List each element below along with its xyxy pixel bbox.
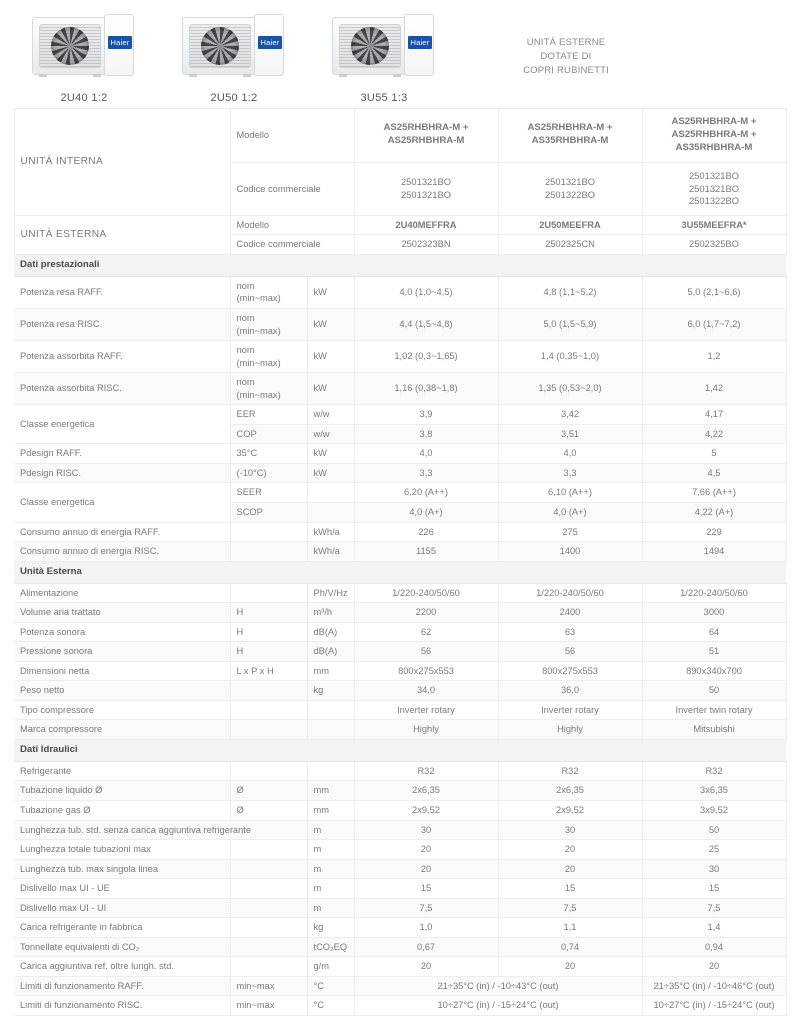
indoor-code-value: 2501321BO 2501322BO: [498, 162, 642, 215]
row-unit: kWh/a: [307, 522, 354, 542]
row-label: Peso netto: [14, 681, 230, 701]
table-row: [14, 720, 786, 740]
value-cell: 3000: [642, 603, 786, 623]
row-label: Consumo annuo di energia RAFF.: [14, 522, 230, 542]
row-label: Pressione sonora: [14, 642, 230, 662]
group-label-indoor: UNITÀ INTERNA: [14, 109, 230, 216]
value-cell: 3,9: [354, 405, 498, 425]
value-cell: 1494: [642, 542, 786, 562]
outdoor-unit-image: [32, 14, 136, 80]
value-cell: 1,02 (0,3~1,65): [354, 341, 498, 373]
product-item: [168, 14, 300, 104]
row-sub: [230, 879, 307, 899]
value-cell: 10÷27°C (in) / -15÷24°C (out): [642, 996, 786, 1016]
row-unit: kW: [307, 373, 354, 405]
value-cell: 2x9,52: [354, 801, 498, 821]
row-unit: [307, 503, 354, 523]
value-cell: Inverter rotary: [498, 700, 642, 720]
value-cell: 1400: [498, 542, 642, 562]
value-cell: 30: [498, 820, 642, 840]
row-unit: m: [307, 820, 354, 840]
value-cell: Highly: [498, 720, 642, 740]
value-cell: 1155: [354, 542, 498, 562]
table-row: [14, 276, 786, 308]
value-cell: 20: [498, 859, 642, 879]
row-sub: min~max: [230, 996, 307, 1016]
value-cell: 1/220-240/50/60: [354, 583, 498, 603]
table-row: [14, 444, 786, 464]
group-label-outdoor: UNITÀ ESTERNA: [14, 215, 230, 254]
row-unit: dB(A): [307, 642, 354, 662]
table-body: [14, 254, 786, 1015]
row-sub: [230, 681, 307, 701]
section-header: [14, 739, 786, 761]
table-row: [14, 898, 786, 918]
value-cell: 4,22: [642, 424, 786, 444]
value-cell: 1,16 (0,38~1,8): [354, 373, 498, 405]
value-cell: R32: [642, 761, 786, 781]
table-row: [14, 996, 786, 1016]
table-row: [14, 341, 786, 373]
value-cell: 2x6,35: [498, 781, 642, 801]
table-row: [14, 373, 786, 405]
row-label: Pdesign RISC.: [14, 463, 230, 483]
row-unit: kWh/a: [307, 542, 354, 562]
value-cell: 25: [642, 840, 786, 860]
value-cell: Highly: [354, 720, 498, 740]
row-unit: dB(A): [307, 622, 354, 642]
value-cell: 2x9,52: [498, 801, 642, 821]
table-row: [14, 463, 786, 483]
value-cell: 7,5: [498, 898, 642, 918]
outdoor-model-value: 2U40MEFFRA: [354, 215, 498, 235]
value-cell: 4,0: [498, 444, 642, 464]
value-cell: 4,22 (A+): [642, 503, 786, 523]
row-label: Potenza sonora: [14, 622, 230, 642]
row-sub: Ø: [230, 781, 307, 801]
value-cell: Inverter twin rotary: [642, 700, 786, 720]
table-row: [14, 405, 786, 425]
row-sub: L x P x H: [230, 661, 307, 681]
value-cell: 20: [642, 957, 786, 977]
fan-icon: [51, 27, 89, 65]
unit-feet: [339, 74, 401, 77]
row-label: Consumo annuo di energia RISC.: [14, 542, 230, 562]
fan-icon: [351, 27, 389, 65]
row-unit: mm: [307, 801, 354, 821]
outdoor-model-value: 3U55MEEFRA*: [642, 215, 786, 235]
row-sub: [230, 859, 307, 879]
row-sub: [230, 937, 307, 957]
row-unit: Ph/V/Hz: [307, 583, 354, 603]
row-unit: [307, 761, 354, 781]
row-label: Volume aria trattato: [14, 603, 230, 623]
unit-side-panel: [404, 14, 434, 76]
row-unit: m: [307, 879, 354, 899]
value-cell: 34,0: [354, 681, 498, 701]
table-row: [14, 583, 786, 603]
value-cell: 5,0 (1,5~5,9): [498, 309, 642, 341]
row-sub: [230, 761, 307, 781]
value-cell: 51: [642, 642, 786, 662]
value-cell: 20: [498, 840, 642, 860]
indoor-model-value: AS25RHBHRA-M + AS35RHBHRA-M: [498, 109, 642, 163]
row-sub: H: [230, 642, 307, 662]
section-header: [14, 561, 786, 583]
value-cell: 1,2: [642, 341, 786, 373]
value-cell: 2200: [354, 603, 498, 623]
value-cell: 4,0: [354, 444, 498, 464]
row-sub: [230, 583, 307, 603]
table-row: [14, 542, 786, 562]
product-label: 2U40 1:2: [60, 92, 108, 104]
unit-side-panel: [254, 14, 284, 76]
value-cell: 2x6,35: [354, 781, 498, 801]
row-label: Tubazione liquido Ø: [14, 781, 230, 801]
row-unit: kW: [307, 341, 354, 373]
unit-body: [32, 17, 108, 75]
table-row: [14, 820, 786, 840]
table-row: [14, 661, 786, 681]
row-unit: kW: [307, 444, 354, 464]
row-unit: kW: [307, 309, 354, 341]
unit-side-panel: [104, 14, 134, 76]
value-cell: 6,20 (A++): [354, 483, 498, 503]
value-cell: Inverter rotary: [354, 700, 498, 720]
table-row: [14, 642, 786, 662]
outdoor-code-value: 2502323BN: [354, 235, 498, 255]
row-label: Alimentazione: [14, 583, 230, 603]
row-unit: °C: [307, 996, 354, 1016]
row-unit: m³/h: [307, 603, 354, 623]
value-cell: 20: [354, 859, 498, 879]
value-cell: 15: [354, 879, 498, 899]
row-sub: [230, 957, 307, 977]
value-cell: 30: [354, 820, 498, 840]
row-unit: mm: [307, 781, 354, 801]
row-label: Limiti di funzionamento RISC.: [14, 996, 230, 1016]
unit-grille-icon: [39, 24, 101, 68]
outdoor-unit-image: [332, 14, 436, 80]
value-cell: 7,66 (A++): [642, 483, 786, 503]
section-title: Unità Esterna: [14, 561, 786, 583]
row-label: Tubazione gas Ø: [14, 801, 230, 821]
row-sub: 35°C: [230, 444, 307, 464]
value-cell: 1,42: [642, 373, 786, 405]
table-row: [14, 879, 786, 899]
row-label-model: Modello: [230, 215, 354, 235]
outdoor-model-value: 2U50MEEFRA: [498, 215, 642, 235]
product-item: [18, 14, 150, 104]
value-cell: 3,51: [498, 424, 642, 444]
table-row: [14, 215, 786, 235]
row-sub: H: [230, 603, 307, 623]
haier-logo: Haier: [108, 36, 132, 49]
value-cell: 3,3: [354, 463, 498, 483]
value-cell: 229: [642, 522, 786, 542]
value-cell: 56: [498, 642, 642, 662]
value-cell-merged: 21÷35°C (in) / -10÷43°C (out): [354, 976, 642, 996]
row-label: Lunghezza totale tubazioni max: [14, 840, 230, 860]
row-unit: m: [307, 859, 354, 879]
table-row: [14, 801, 786, 821]
haier-logo: Haier: [408, 36, 432, 49]
value-cell: 226: [354, 522, 498, 542]
value-cell: 1,35 (0,53~2,0): [498, 373, 642, 405]
row-unit: kW: [307, 463, 354, 483]
value-cell: 0,74: [498, 937, 642, 957]
value-cell: 5: [642, 444, 786, 464]
row-unit: kg: [307, 681, 354, 701]
table-row: [14, 483, 786, 503]
row-sub: nom (min~max): [230, 373, 307, 405]
outdoor-unit-image: [182, 14, 286, 80]
value-cell: 20: [498, 957, 642, 977]
table-row: [14, 622, 786, 642]
row-sub: nom (min~max): [230, 341, 307, 373]
section-header: [14, 254, 786, 276]
unit-body: [182, 17, 258, 75]
value-cell: 21÷35°C (in) / -10÷46°C (out): [642, 976, 786, 996]
value-cell: 7,5: [354, 898, 498, 918]
row-unit: w/w: [307, 424, 354, 444]
row-label: Potenza resa RAFF.: [14, 276, 230, 308]
row-unit: m: [307, 840, 354, 860]
value-cell: 0,67: [354, 937, 498, 957]
indoor-model-value: AS25RHBHRA-M + AS25RHBHRA-M + AS35RHBHRA-M: [642, 109, 786, 163]
row-label: Lunghezza tub. max singola linea: [14, 859, 230, 879]
row-label: Refrigerante: [14, 761, 230, 781]
row-label: Limiti di funzionamento RAFF.: [14, 976, 230, 996]
value-cell: 275: [498, 522, 642, 542]
row-unit: kW: [307, 276, 354, 308]
row-label: Dislivello max UI - UE: [14, 879, 230, 899]
value-cell: 4,8 (1,1~5,2): [498, 276, 642, 308]
value-cell: 4,0 (A+): [498, 503, 642, 523]
unit-feet: [39, 74, 101, 77]
row-sub: SEER: [230, 483, 307, 503]
row-sub: COP: [230, 424, 307, 444]
row-label: Carica aggiuntiva ref. oltre lungh. std.: [14, 957, 230, 977]
value-cell: 3,42: [498, 405, 642, 425]
row-label: Potenza assorbita RISC.: [14, 373, 230, 405]
table-row: [14, 859, 786, 879]
unit-grille-icon: [189, 24, 251, 68]
value-cell: 0,94: [642, 937, 786, 957]
value-cell: 3,8: [354, 424, 498, 444]
table-row: [14, 957, 786, 977]
table-row: [14, 309, 786, 341]
row-sub: nom (min~max): [230, 276, 307, 308]
value-cell: R32: [354, 761, 498, 781]
fan-icon: [201, 27, 239, 65]
row-label: Marca compressore: [14, 720, 230, 740]
value-cell: 6,0 (1,7~7,2): [642, 309, 786, 341]
row-label: Classe energetica: [14, 483, 230, 522]
row-label: Tonnellate equivalenti di CO₂: [14, 937, 230, 957]
unit-feet: [189, 74, 251, 77]
row-label: Dimensioni netta: [14, 661, 230, 681]
value-cell: 4,4 (1,5~4,8): [354, 309, 498, 341]
indoor-code-value: 2501321BO 2501321BO 2501322BO: [642, 162, 786, 215]
value-cell: R32: [498, 761, 642, 781]
row-sub: [230, 840, 307, 860]
row-sub: [230, 522, 307, 542]
value-cell: 3x6,35: [642, 781, 786, 801]
table-row: [14, 109, 786, 163]
row-sub: min~max: [230, 976, 307, 996]
table-row: [14, 918, 786, 938]
value-cell: 3,3: [498, 463, 642, 483]
row-label-model: Modello: [230, 109, 354, 163]
row-label-code: Codice commerciale: [230, 162, 354, 215]
value-cell: 50: [642, 820, 786, 840]
row-unit: [307, 483, 354, 503]
row-unit: w/w: [307, 405, 354, 425]
value-cell: 1/220-240/50/60: [642, 583, 786, 603]
unit-grille-icon: [339, 24, 401, 68]
value-cell: 1/220-240/50/60: [498, 583, 642, 603]
table-row: [14, 681, 786, 701]
value-cell: Mitsubishi: [642, 720, 786, 740]
value-cell: 15: [498, 879, 642, 899]
row-unit: g/m: [307, 957, 354, 977]
row-sub: (-10°C): [230, 463, 307, 483]
value-cell: 56: [354, 642, 498, 662]
product-item: [318, 14, 450, 104]
value-cell: 4,0 (A+): [354, 503, 498, 523]
value-cell: 3x9,52: [642, 801, 786, 821]
value-cell: 62: [354, 622, 498, 642]
section-title: Dati Idraulici: [14, 739, 786, 761]
value-cell: 36,0: [498, 681, 642, 701]
section-title: Dati prestazionali: [14, 254, 786, 276]
value-cell: 4,17: [642, 405, 786, 425]
outdoor-code-value: 2502325CN: [498, 235, 642, 255]
haier-logo: Haier: [258, 36, 282, 49]
outdoor-code-value: 2502325BO: [642, 235, 786, 255]
table-row: [14, 781, 786, 801]
row-sub: SCOP: [230, 503, 307, 523]
row-label: Potenza resa RISC.: [14, 309, 230, 341]
row-label: Pdesign RAFF.: [14, 444, 230, 464]
row-sub: EER: [230, 405, 307, 425]
row-unit: °C: [307, 976, 354, 996]
value-cell: 1,1: [498, 918, 642, 938]
value-cell: 4,0 (1,0~4,5): [354, 276, 498, 308]
value-cell: 64: [642, 622, 786, 642]
value-cell: 890x340x700: [642, 661, 786, 681]
row-sub: Ø: [230, 801, 307, 821]
table-row: [14, 603, 786, 623]
row-label: Classe energetica: [14, 405, 230, 444]
row-sub: [230, 700, 307, 720]
product-label: 3U55 1:3: [360, 92, 408, 104]
row-label-code: Codice commerciale: [230, 235, 354, 255]
value-cell: 7,5: [642, 898, 786, 918]
row-sub: [230, 542, 307, 562]
row-label: Lunghezza tub. std. senza carica aggiuntiva refrigerante: [14, 820, 307, 840]
value-cell: 20: [354, 957, 498, 977]
value-cell: 1,4: [642, 918, 786, 938]
row-sub: H: [230, 622, 307, 642]
value-cell: 63: [498, 622, 642, 642]
table-row: [14, 976, 786, 996]
row-unit: [307, 700, 354, 720]
row-unit: m: [307, 898, 354, 918]
value-cell: 50: [642, 681, 786, 701]
row-unit: mm: [307, 661, 354, 681]
value-cell: 2400: [498, 603, 642, 623]
value-cell: 800x275x553: [498, 661, 642, 681]
value-cell: 15: [642, 879, 786, 899]
row-unit: kg: [307, 918, 354, 938]
table-header-block: [14, 109, 786, 255]
row-label: Tipo compressore: [14, 700, 230, 720]
row-label: Carica refrigerante in fabbrica: [14, 918, 230, 938]
product-label: 2U50 1:2: [210, 92, 258, 104]
table-row: [14, 840, 786, 860]
row-sub: [230, 918, 307, 938]
table-row: [14, 700, 786, 720]
table-row: [14, 937, 786, 957]
row-unit: [307, 720, 354, 740]
row-sub: [230, 720, 307, 740]
specification-table: [14, 108, 787, 1016]
value-cell: 800x275x553: [354, 661, 498, 681]
row-label: Potenza assorbita RAFF.: [14, 341, 230, 373]
unit-body: [332, 17, 408, 75]
value-cell-merged: 10÷27°C (in) / -15÷24°C (out): [354, 996, 642, 1016]
value-cell: 30: [642, 859, 786, 879]
value-cell: 1,4 (0,35~1,0): [498, 341, 642, 373]
product-strip: [0, 0, 800, 108]
indoor-code-value: 2501321BO 2501321BO: [354, 162, 498, 215]
table-row: [14, 522, 786, 542]
value-cell: 4,5: [642, 463, 786, 483]
row-label: Dislivello max UI - UI: [14, 898, 230, 918]
indoor-model-value: AS25RHBHRA-M + AS25RHBHRA-M: [354, 109, 498, 163]
row-sub: nom (min~max): [230, 309, 307, 341]
value-cell: 6,10 (A++): [498, 483, 642, 503]
row-sub: [230, 898, 307, 918]
table-row: [14, 761, 786, 781]
outdoor-units-note: UNITÀ ESTERNE DOTATE DI COPRI RUBINETTI: [523, 37, 609, 76]
row-unit: tCO₂EQ: [307, 937, 354, 957]
value-cell: 20: [354, 840, 498, 860]
value-cell: 1,0: [354, 918, 498, 938]
value-cell: 5,0 (2,1~6,6): [642, 276, 786, 308]
